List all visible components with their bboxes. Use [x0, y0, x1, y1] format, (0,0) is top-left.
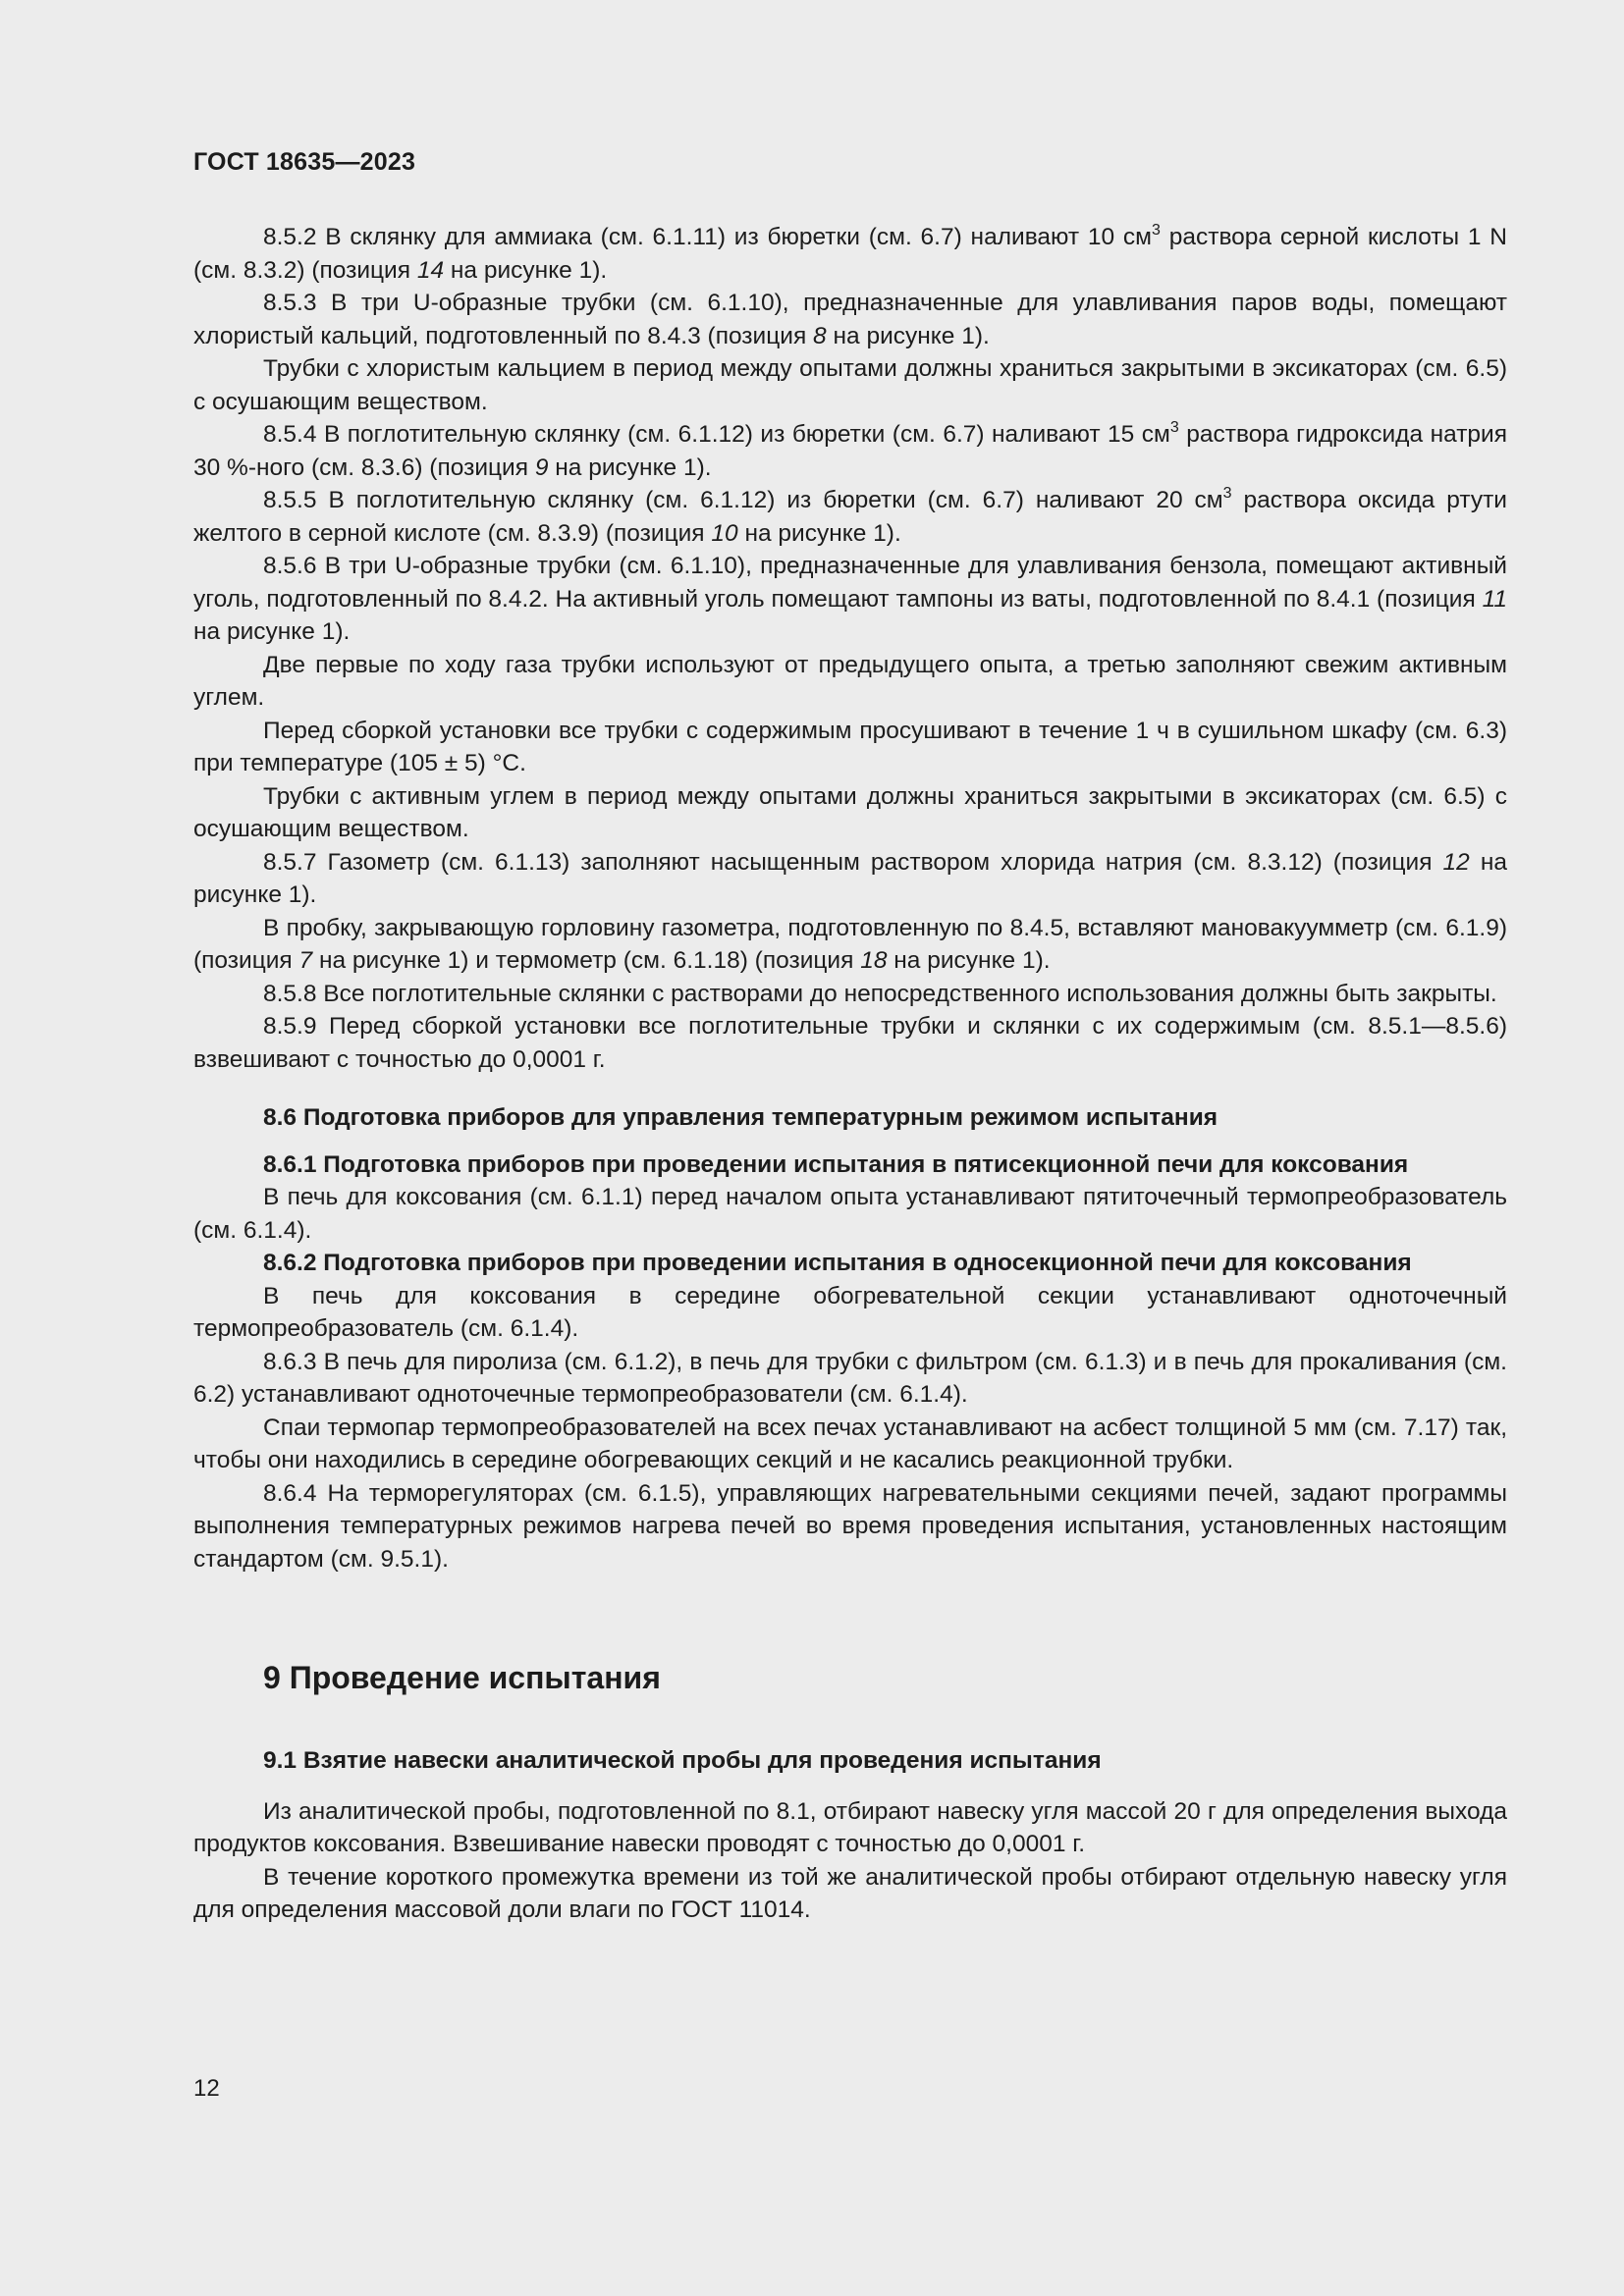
paragraph-9-1: Из аналитической пробы, подготовленной по 8.1, отбирают навеску угля массой 20 г для определения выхода продуктов коксования. Взвешивание навески проводят с точностью до 0,0001 г.: [193, 1797, 1507, 1857]
clause-8-5-2: [193, 221, 1507, 287]
text-run: на рисунке 1).: [444, 256, 608, 284]
heading-9-1: 9.1 Взятие навески аналитической пробы для проведения испытания: [263, 1747, 1102, 1774]
heading-8-6-2: 8.6.2 Подготовка приборов при проведении испытания в односекционной печи для коксования: [263, 1250, 1412, 1276]
text-run: на рисунке 1).: [737, 519, 901, 547]
text-run: на рисунке 1).: [193, 618, 351, 645]
text-run: на рисунке 1).: [826, 322, 990, 349]
clause-8-5-3: [193, 287, 1507, 352]
paragraph-storage-carbon: Трубки с активным углем в период между опытами должны храниться закрытыми в эксикаторах (см. 6.5) с осушающим веществом.: [193, 782, 1507, 842]
text-run: раствора серной кислоты 1 N (см. 8.3.2) (позиция: [193, 224, 1507, 284]
paragraph-8-6-2: В печь для коксования в середине обогревательной секции устанавливают одноточечный термопреобразователь (см. 6.1.4).: [193, 1282, 1507, 1342]
section-9-title: 9 Проведение испытания: [263, 1660, 661, 1695]
superscript: 3: [1169, 419, 1179, 436]
text-run: на рисунке 1) и термометр (см. 6.1.18) (позиция: [312, 947, 861, 974]
superscript: 3: [1152, 222, 1161, 239]
figure-position-ref: 11: [1482, 585, 1507, 613]
paragraph-8-6-1: В печь для коксования (см. 6.1.1) перед началом опыта устанавливают пятиточечный термопреобразователь (см. 6.1.4).: [193, 1184, 1507, 1244]
text-run: раствора гидроксида натрия 30 %-ного (см. 8.3.6) (позиция: [193, 421, 1507, 481]
paragraph-two-tubes: Две первые по ходу газа трубки используют от предыдущего опыта, а третью заполняют свежим активным углем.: [193, 651, 1507, 711]
clause-8-5-6: [193, 550, 1507, 649]
paragraph-drying: Перед сборкой установки все трубки с содержимым просушивают в течение 1 ч в сушильном шкафу (см. 6.3) при температуре (105 ± 5) °С.: [193, 717, 1507, 776]
text-run: на рисунке 1).: [887, 947, 1051, 974]
heading-8-6-1: 8.6.1 Подготовка приборов при проведении испытания в пятисекционной печи для коксования: [263, 1150, 1409, 1178]
text-run: 8.5.3 В три U-образные трубки (см. 6.1.10), предназначенные для улавливания паров воды, помещают хлористый кальций, подготовленный по 8.4.3 (позиция: [193, 290, 1507, 349]
text-run: на рисунке 1).: [193, 848, 1508, 908]
clause-8-5-9: 8.5.9 Перед сборкой установки все поглотительные трубки и склянки с их содержимым (см. 8.5.1—8.5.6) взвешивают с точностью до 0,0001 г.: [193, 1013, 1507, 1073]
clause-8-5-4: [193, 418, 1507, 484]
text-run: на рисунке 1).: [548, 454, 712, 481]
heading-8-6: 8.6 Подготовка приборов для управления температурным режимом испытания: [263, 1104, 1218, 1131]
text-run: 8.5.6 В три U-образные трубки (см. 6.1.10), предназначенные для улавливания бензола, помещают активный уголь, подготовленный по 8.4.2. На активный уголь помещают тампоны из ваты, подготовленной по 8.4.1 (позиция: [193, 553, 1507, 613]
clause-8-5-7: [193, 846, 1507, 912]
figure-position-ref: 9: [534, 454, 549, 481]
paragraph-junctions: Спаи термопар термопреобразователей на всех печах устанавливают на асбест толщиной 5 мм (см. 7.17) так, чтобы они находились в середине обогревающих секций и не касались реакционной трубки.: [193, 1414, 1507, 1473]
page-number: 12: [193, 2075, 220, 2102]
figure-position-ref: 12: [1442, 848, 1470, 876]
paragraph-plug: [193, 912, 1507, 978]
text-run: 8.5.2 В склянку для аммиака (см. 6.1.11) из бюретки (см. 6.7) наливают 10 см: [263, 224, 1153, 250]
paragraph-moisture: В течение короткого промежутка времени из той же аналитической пробы отбирают отдельную навеску угля для определения массовой доли влаги по ГОСТ 11014.: [193, 1863, 1507, 1923]
clause-8-6-3: 8.6.3 В печь для пиролиза (см. 6.1.2), в печь для трубки с фильтром (см. 6.1.3) и в печь для прокаливания (см. 6.2) устанавливают одноточечные термопреобразователи (см. 6.1.4).: [193, 1348, 1507, 1408]
clause-8-5-5: [193, 484, 1507, 550]
figure-position-ref: 10: [711, 519, 738, 547]
clause-8-5-8: 8.5.8 Все поглотительные склянки с растворами до непосредственного использования должны быть закрыты.: [263, 980, 1497, 1007]
text-run: В пробку, закрывающую горловину газометра, подготовленную по 8.4.5, вставляют мановакуумметр (см. 6.1.9) (позиция: [193, 914, 1507, 974]
text-run: 8.5.5 В поглотительную склянку (см. 6.1.12) из бюретки (см. 6.7) наливают 20 см: [263, 487, 1223, 513]
text-run: 8.5.4 В поглотительную склянку (см. 6.1.12) из бюретки (см. 6.7) наливают 15 см: [263, 421, 1170, 448]
figure-position-ref: 8: [813, 322, 827, 349]
text-run: раствора оксида ртути желтого в серной кислоте (см. 8.3.9) (позиция: [193, 487, 1507, 547]
paragraph-storage-calcium: Трубки с хлористым кальцием в период между опытами должны храниться закрытыми в эксикаторах (см. 6.5) с осушающим веществом.: [193, 355, 1507, 415]
superscript: 3: [1222, 485, 1232, 502]
figure-position-ref: 7: [298, 947, 313, 974]
figure-position-ref: 14: [416, 256, 445, 284]
figure-position-ref: 18: [860, 947, 888, 974]
clause-8-6-4: 8.6.4 На терморегуляторах (см. 6.1.5), управляющих нагревательными секциями печей, задают программы выполнения температурных режимов нагрева печей во время проведения испытания, установленных настоящим стандартом (см. 9.5.1).: [193, 1479, 1507, 1573]
text-run: 8.5.7 Газометр (см. 6.1.13) заполняют насыщенным раствором хлорида натрия (см. 8.3.12) (позиция: [263, 848, 1443, 876]
document-header: ГОСТ 18635—2023: [193, 148, 416, 176]
document-body: [193, 221, 1507, 1927]
